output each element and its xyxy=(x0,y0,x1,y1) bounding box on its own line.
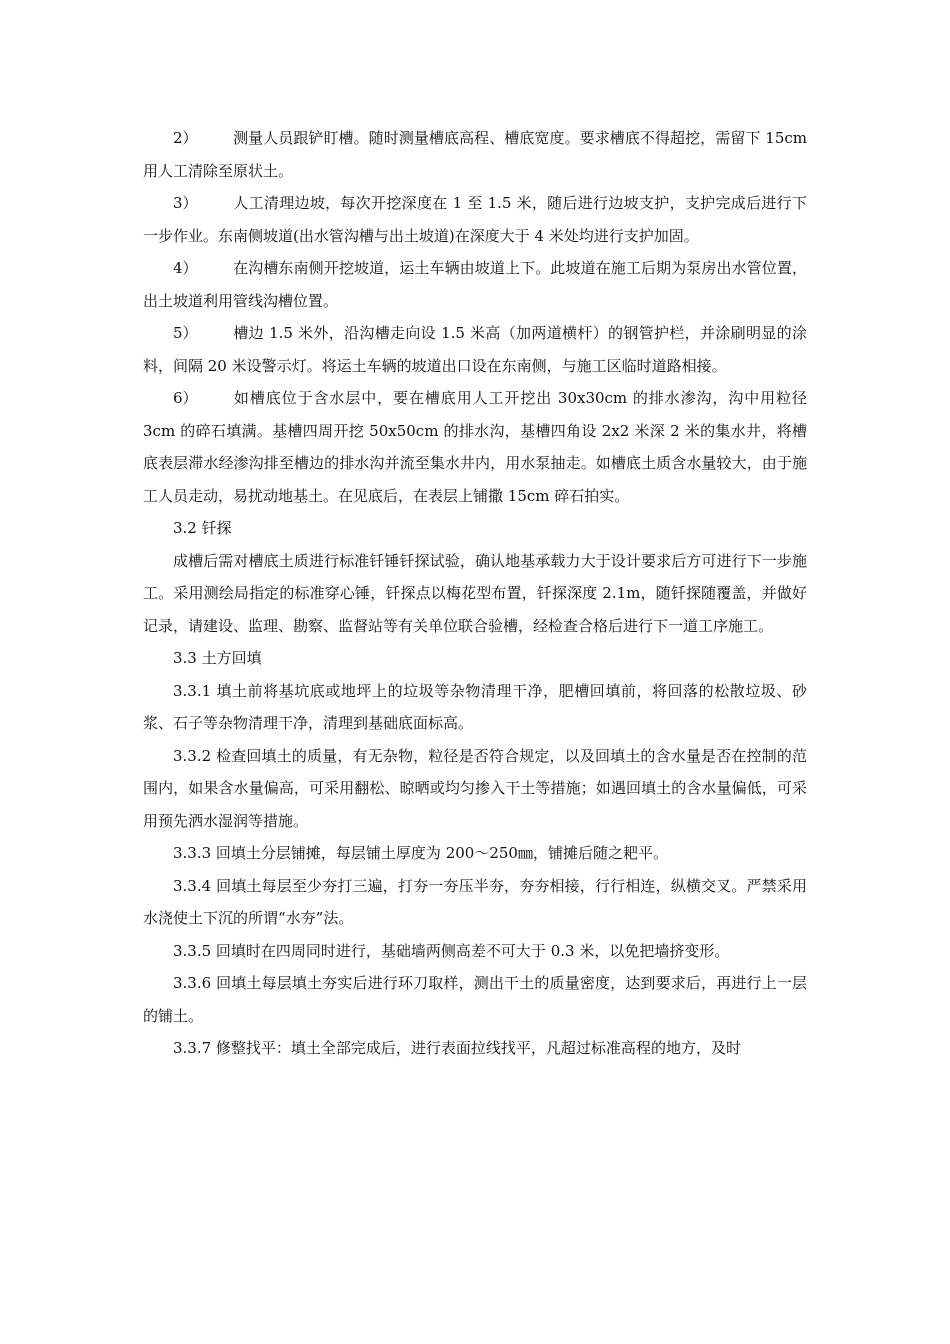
item-text: 测量人员跟铲盯槽。随时测量槽底高程、槽底宽度。要求槽底不得超挖，需留下 15cm 用人工清除至原状土。 xyxy=(143,129,807,180)
list-item-4 xyxy=(143,252,807,317)
paragraph-3-3-3: 3.3.3 回填土分层铺摊，每层铺土厚度为 200～250㎜，铺摊后随之耙平。 xyxy=(173,844,668,862)
item-number: 2） xyxy=(173,129,198,147)
item-number: 3） xyxy=(173,194,198,212)
item-text: 在沟槽东南侧开挖坡道，运土车辆由坡道上下。此坡道在施工后期为泵房出水管位置，出土坡道利用管线沟槽位置。 xyxy=(143,259,807,310)
section-heading-3-2: 3.2 钎探 xyxy=(173,519,232,537)
list-item-5 xyxy=(143,317,807,382)
item-text: 如槽底位于含水层中，要在槽底用人工开挖出 30x30cm 的排水渗沟，沟中用粒径 3cm 的碎石填满。基槽四周开挖 50x50cm 的排水沟，基槽四角设 2x2 米深 2 米的集水井，将槽底表层滞水经渗沟排至槽边的排水沟并流至集水井内，用水泵抽走。如槽底土质含水量较大，由于施工人员走动，易扰动地基土。在见底后，在表层上铺撒 15cm 碎石拍实。 xyxy=(143,389,807,505)
item-number: 4） xyxy=(173,259,198,277)
item-text: 人工清理边坡，每次开挖深度在 1 至 1.5 米，随后进行边坡支护，支护完成后进行下一步作业。东南侧坡道(出水管沟槽与出土坡道)在深度大于 4 米处均进行支护加固。 xyxy=(143,194,807,245)
paragraph-3-3-4: 3.3.4 回填土每层至少夯打三遍，打夯一夯压半夯，夯夯相接，行行相连，纵横交叉。严禁采用水浇使土下沉的所谓“水夯”法。 xyxy=(143,876,807,927)
paragraph-3-3-5: 3.3.5 回填时在四周同时进行，基础墙两侧高差不可大于 0.3 米，以免把墙挤变形。 xyxy=(173,941,730,960)
list-item-6 xyxy=(143,382,807,512)
paragraph-3-3-6: 3.3.6 回填土每层填土夯实后进行环刀取样，测出干土的质量密度，达到要求后，再进行上一层的铺土。 xyxy=(143,974,807,1025)
paragraph-3-3-7: 3.3.7 修整找平：填土全部完成后，进行表面拉线找平，凡超过标准高程的地方，及时 xyxy=(173,1039,741,1057)
section-heading-3-3: 3.3 土方回填 xyxy=(173,649,262,667)
section-paragraph-3-2: 成槽后需对槽底土质进行标准钎锤钎探试验，确认地基承载力大于设计要求后方可进行下一步施工。采用测绘局指定的标准穿心锤，钎探点以梅花型布置，钎探深度 2.1m，随钎探随覆盖，并做好记录，请建设、监理、勘察、监督站等有关单位联合验槽，经检查合格后进行下一道工序施工。 xyxy=(143,551,807,635)
paragraph-3-3-2: 3.3.2 检查回填土的质量，有无杂物，粒径是否符合规定，以及回填土的含水量是否在控制的范围内，如果含水量偏高，可采用翻松、晾晒或均匀掺入干土等措施；如遇回填土的含水量偏低，可采用预先洒水湿润等措施。 xyxy=(143,746,807,830)
document-body xyxy=(143,122,807,1065)
list-item-2 xyxy=(143,122,807,187)
item-number: 6） xyxy=(173,389,198,407)
item-number: 5） xyxy=(173,324,198,342)
paragraph-3-3-1: 3.3.1 填土前将基坑底或地坪上的垃圾等杂物清理干净，肥槽回填前，将回落的松散垃圾、砂浆、石子等杂物清理干净，清理到基础底面标高。 xyxy=(143,681,807,732)
item-text: 槽边 1.5 米外，沿沟槽走向设 1.5 米高（加两道横杆）的钢管护栏，并涂刷明显的涂料，间隔 20 米设警示灯。将运土车辆的坡道出口设在东南侧，与施工区临时道路相接。 xyxy=(143,324,807,375)
list-item-3 xyxy=(143,187,807,252)
